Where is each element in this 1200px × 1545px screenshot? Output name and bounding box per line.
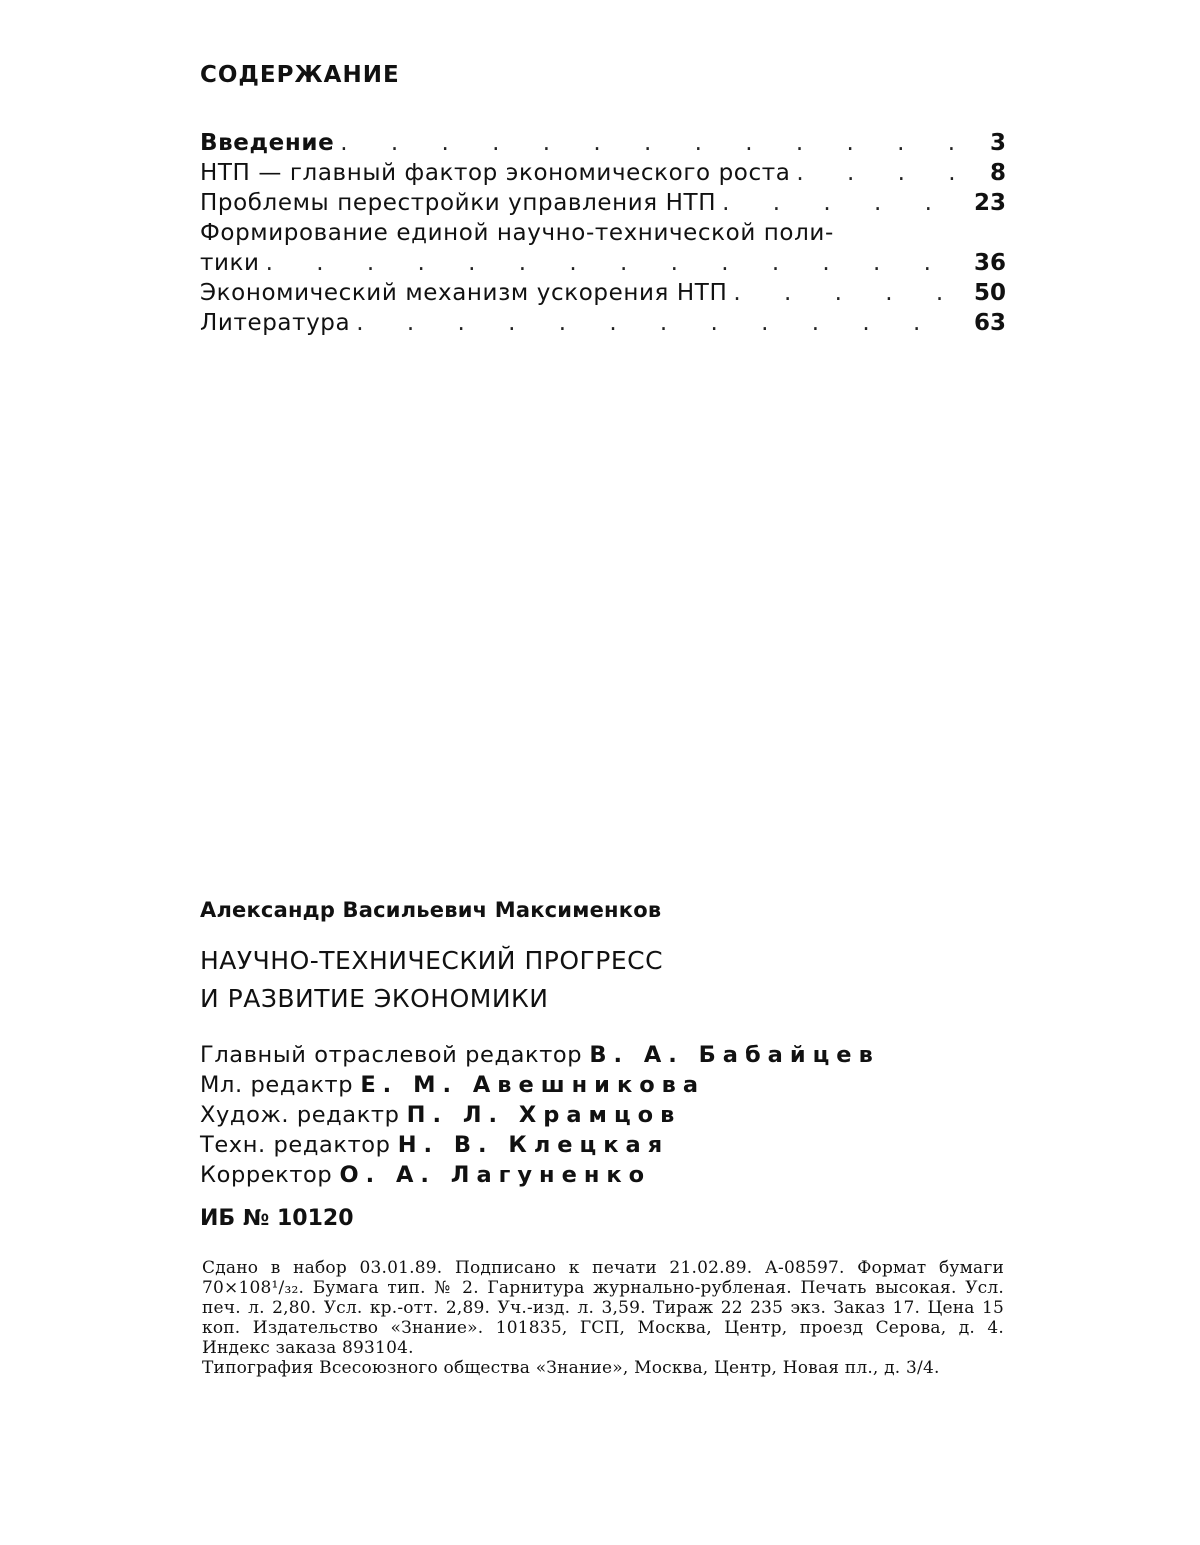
- toc-entry-title-line2: тики: [200, 250, 260, 276]
- book-title: [200, 942, 663, 1018]
- credit-name: В. А. Бабайцев: [589, 1042, 880, 1068]
- credit-row: [200, 1100, 880, 1130]
- credit-name: Е. М. Авешникова: [360, 1072, 706, 1098]
- credit-role: Техн. редактор: [200, 1132, 391, 1158]
- toc-entry-title-line1: Формирование единой научно-технической поли-: [200, 220, 834, 246]
- credit-name: Н. В. Клецкая: [397, 1132, 670, 1158]
- book-title-line1: НАУЧНО-ТЕХНИЧЕСКИЙ ПРОГРЕСС: [200, 946, 664, 975]
- editorial-credits: [200, 1040, 880, 1190]
- toc-leader-dots: [356, 308, 956, 338]
- toc-leader-dots: [266, 248, 956, 278]
- imprint-block: [202, 1258, 1004, 1378]
- credit-row: [200, 1040, 880, 1070]
- imprint-paragraph: Сдано в набор 03.01.89. Подписано к печати 21.02.89. А-08597. Формат бумаги 70×108¹/₃₂. Бумага тип. № 2. Гарнитура журнально-рубленая. Печать высокая. Усл. печ. л. 2,80. Усл. кр.-отт. 2,89. Уч.-изд. л. 3,59. Тираж 22 235 экз. Заказ 17. Цена 15 коп. Издательство «Знание». 101835, ГСП, Москва, Центр, проезд Серова, д. 4. Индекс заказа 893104.: [202, 1258, 1004, 1358]
- imprint-paragraph: Типография Всесоюзного общества «Знание», Москва, Центр, Новая пл., д. 3/4.: [202, 1358, 940, 1378]
- toc-entry-title: Проблемы перестройки управления НТП: [200, 190, 717, 216]
- credit-row: [200, 1160, 880, 1190]
- toc-entry-title: Введение: [200, 130, 335, 156]
- toc-leader-dots: [733, 278, 956, 308]
- toc-entry-page: 50: [973, 280, 1006, 306]
- toc-leader-dots: [796, 158, 956, 188]
- toc-entry-title: Литература: [200, 310, 351, 336]
- toc-entry-page: 23: [973, 190, 1006, 216]
- toc-entry-title: Экономический механизм ускорения НТП: [200, 280, 728, 306]
- credit-row: [200, 1070, 880, 1100]
- toc-entry: [200, 278, 1006, 308]
- toc-entry-page: 3: [989, 130, 1006, 156]
- toc-entry-title: НТП — главный фактор экономического роста: [200, 160, 791, 186]
- credit-role: Главный отраслевой редактор: [200, 1042, 583, 1068]
- toc-leader-dots: [340, 128, 956, 158]
- toc-entry: [200, 188, 1006, 218]
- book-title-line2: И РАЗВИТИЕ ЭКОНОМИКИ: [200, 984, 549, 1013]
- author-name: Александр Васильевич Максименков: [200, 898, 662, 922]
- toc-entry: [200, 128, 1006, 158]
- toc-entry-page: 63: [973, 310, 1006, 336]
- toc-entry: [200, 248, 1006, 278]
- toc-leader-dots: [722, 188, 956, 218]
- toc-heading: СОДЕРЖАНИЕ: [200, 62, 400, 88]
- credit-role: Мл. редактр: [200, 1072, 354, 1098]
- toc-entry: [200, 158, 1006, 188]
- credit-name: П. Л. Храмцов: [406, 1102, 682, 1128]
- table-of-contents: [200, 128, 1006, 338]
- ib-number: ИБ № 10120: [200, 1206, 354, 1231]
- credit-name: О. А. Лагуненко: [339, 1162, 652, 1188]
- credit-role: Корректор: [200, 1162, 333, 1188]
- credit-row: [200, 1130, 880, 1160]
- toc-entry-page: 8: [989, 160, 1006, 186]
- toc-entry: [200, 308, 1006, 338]
- toc-entry-page: 36: [973, 250, 1006, 276]
- credit-role: Худож. редактр: [200, 1102, 400, 1128]
